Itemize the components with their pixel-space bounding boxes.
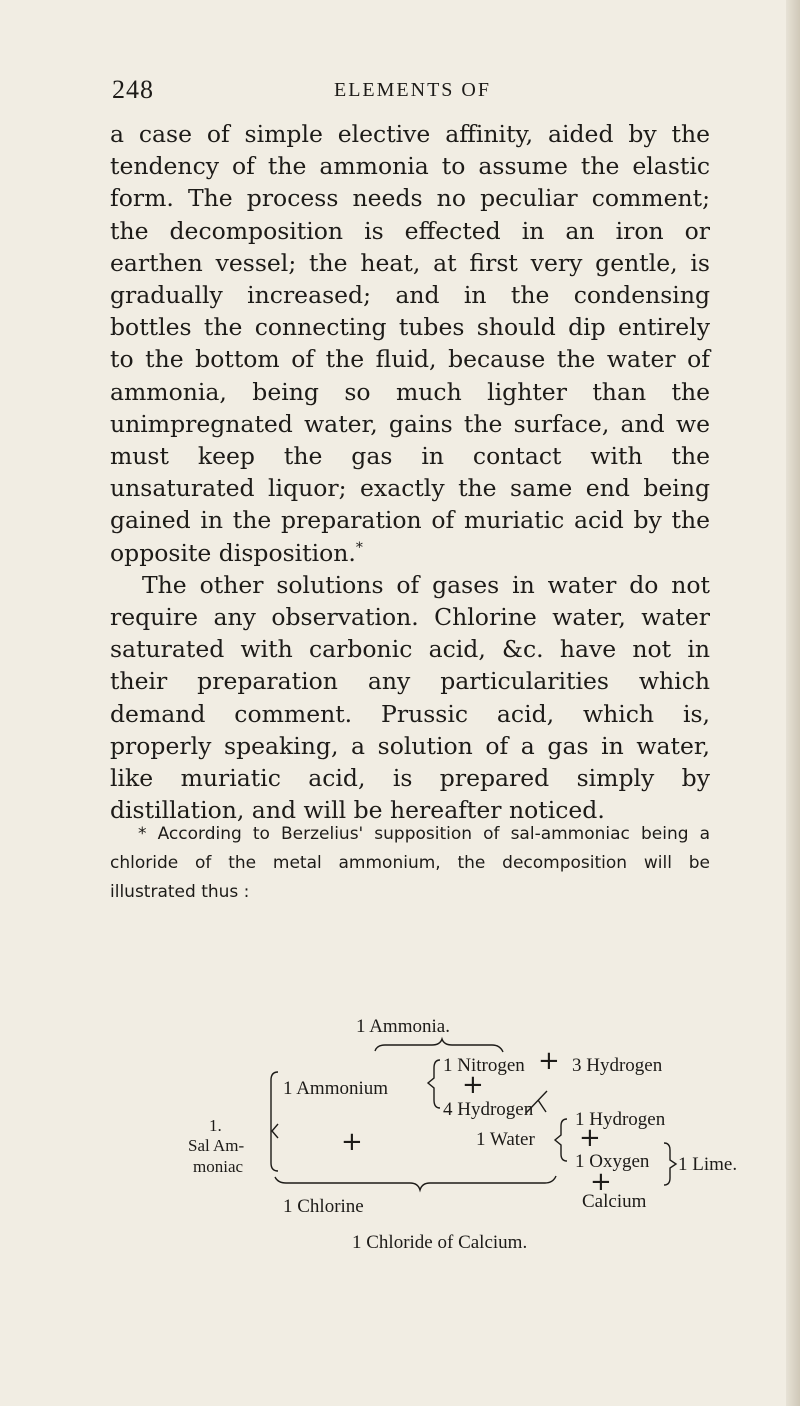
footnote-text: According to Berzelius' supposition of sal-ammoniac being a chloride of the metal ammonium, the decomposition will be illustrated thus : xyxy=(110,824,711,902)
label-nitrogen: 1 Nitrogen xyxy=(443,1055,525,1076)
footnote-marker: * xyxy=(138,824,147,844)
paragraph-1 xyxy=(110,118,710,569)
plus-under-nitrogen: + xyxy=(462,1070,484,1100)
label-oxygen: 1 Oxygen xyxy=(575,1151,650,1172)
label-sal-ammoniac-number: 1. xyxy=(209,1116,222,1135)
label-sal-ammoniac-a: Sal Am- xyxy=(188,1136,245,1155)
label-ammonia: 1 Ammonia. xyxy=(356,1016,450,1037)
label-three-hydrogen: 3 Hydrogen xyxy=(572,1055,663,1076)
plus-calcium: + xyxy=(590,1167,612,1197)
plus-nitrogen-hydrogen: + xyxy=(538,1046,560,1076)
footnote-ref-marker: * xyxy=(355,539,363,556)
label-ammonium: 1 Ammonium xyxy=(283,1078,389,1099)
label-one-hydrogen: 1 Hydrogen xyxy=(575,1109,666,1130)
page-edge xyxy=(786,0,800,1406)
running-head: ELEMENTS OF xyxy=(334,79,491,101)
plus-water: + xyxy=(579,1123,601,1153)
label-sal-ammoniac-b: moniac xyxy=(193,1157,244,1176)
label-water: 1 Water xyxy=(476,1129,535,1150)
paragraph-2: The other solutions of gases in water do not require any observation. Chlorine water, water saturated with carbonic acid, &c. have not in their preparation any particularities which demand comment. Prussic acid, which is, properly speaking, a solution of a gas in water, like muriatic acid, is prepared simply by distillation, and will be hereafter noticed. xyxy=(110,570,710,825)
page-number: 248 xyxy=(112,75,154,104)
label-four-hydrogen: 4 Hydrogen xyxy=(443,1099,534,1120)
label-chlorine: 1 Chlorine xyxy=(283,1196,364,1217)
page-header xyxy=(112,75,672,115)
label-calcium: Calcium xyxy=(582,1191,647,1212)
label-chloride-of-calcium: 1 Chloride of Calcium. xyxy=(352,1232,528,1253)
footnote xyxy=(110,820,710,907)
body-text xyxy=(110,118,710,826)
paragraph-1-text: a case of simple elective affinity, aided by the tendency of the ammonia to assume the elastic form. The process needs no peculiar comment; the decomposition is effected in an iron or earthen vessel; the heat, at first very gentle, is gradually increased; and in the condensing bottles the connecting tubes should dip entirely to the bottom of the fluid, because the water of ammonia, being so much lighter than the unimpregnated water, gains the surface, and we must keep the gas in contact with the unsaturated liquor; exactly the same end being gained in the preparation of muriatic acid by the opposite disposition. xyxy=(110,120,710,567)
label-lime: 1 Lime. xyxy=(678,1154,738,1175)
plus-ammonium-chlorine: + xyxy=(341,1127,363,1157)
